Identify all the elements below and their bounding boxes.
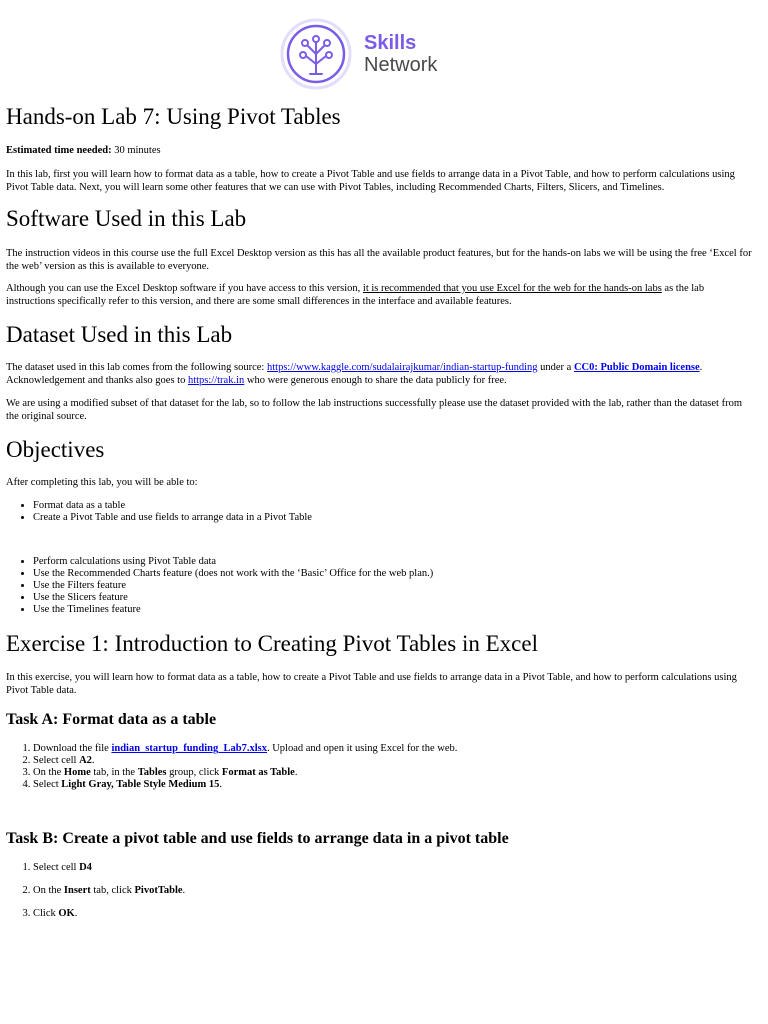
intro-paragraph: In this lab, first you will learn how to format data as a table, how to create a Pivot Table and use fields to arrange data in a Pivot Table, and how to perform calculations using Pivot Table data. Next, you will learn some other features that we can use with Pivot Tables, including Recommended Charts, Filters, Slicers, and Timelines. <box>6 169 735 193</box>
step-text: Click <box>33 908 59 919</box>
step-text: On the <box>33 885 64 896</box>
step-text: Select <box>33 779 62 790</box>
kaggle-link[interactable]: https://www.kaggle.com/sudalairajkumar/indian-startup-funding <box>266 362 538 373</box>
list-item: • Use the Timelines feature <box>33 604 768 616</box>
step-text: . <box>91 755 95 766</box>
list-item: • Use the Filters feature <box>33 580 768 592</box>
time-value: 30 minutes <box>114 145 161 156</box>
taskB-steps <box>6 862 768 920</box>
step-bold: Home <box>63 767 91 778</box>
estimated-time <box>6 145 754 158</box>
step-text: tab, in the <box>90 767 138 778</box>
step-text: . <box>74 908 78 919</box>
tree-logo-icon <box>280 18 352 90</box>
step-text: Download the file <box>33 743 112 754</box>
trak-link[interactable]: https://trak.in <box>187 374 245 386</box>
step-bold: A2 <box>79 755 92 766</box>
page-title: Hands-on Lab 7: Using Pivot Tables <box>6 104 341 129</box>
step-text: . <box>182 885 186 896</box>
list-item: • Use the Slicers feature <box>33 592 768 604</box>
download-file-link[interactable] <box>111 743 267 754</box>
taskB-heading: Task B: Create a pivot table and use fields to arrange data in a pivot table <box>6 830 509 847</box>
taskA-step-1 <box>33 743 768 755</box>
taskA-heading: Task A: Format data as a table <box>6 711 217 728</box>
software-p2-text: Although you can use the Excel Desktop software if you have access to this version, <box>6 283 363 294</box>
taskB-step-3 <box>33 908 768 920</box>
exercise1-intro: In this exercise, you will learn how to format data as a table, how to create a Pivot Table and use fields to arrange data in a Pivot Table, and how to perform calculations using Pivot Table data. <box>6 672 737 696</box>
step-text: . <box>294 767 298 778</box>
step-text: . <box>219 779 223 790</box>
step-text: group, click <box>166 767 222 778</box>
objectives-list-1 <box>6 500 768 524</box>
license-link[interactable] <box>574 362 700 373</box>
step-text: . Upload and open it using Excel for the web. <box>266 743 458 754</box>
objectives-intro: After completing this lab, you will be able to: <box>6 477 198 488</box>
exercise1-heading: Exercise 1: Introduction to Creating Pivot Tables in Excel <box>6 631 538 656</box>
step-bold: Tables <box>137 767 167 778</box>
software-recommendation: it is recommended that you use Excel for the web for the hands-on labs <box>362 283 662 294</box>
skills-network-logo <box>280 18 437 90</box>
taskA-step-4 <box>33 779 768 791</box>
dataset-p1-under: under a <box>537 362 574 373</box>
logo-text-skills: Skills <box>364 32 417 54</box>
step-bold: Insert <box>63 885 91 896</box>
objectives-list-2 <box>6 556 768 616</box>
license-link-text: CC0: Public Domain license <box>573 362 700 373</box>
taskA-step-2 <box>33 755 768 767</box>
step-bold: Light Gray, Table Style Medium 15 <box>61 779 220 790</box>
download-file-link-text: indian_startup_funding_Lab7.xlsx <box>111 743 267 754</box>
time-label: Estimated time needed: <box>6 145 112 156</box>
list-item: • Use the Recommended Charts feature (does not work with the ‘Basic’ Office for the web plan.) <box>33 568 768 580</box>
objectives-heading: Objectives <box>6 437 105 462</box>
list-item: • Format data as a table <box>33 500 768 512</box>
step-bold: PivotTable <box>134 885 183 896</box>
taskB-step-2 <box>33 885 768 897</box>
dataset-p1-text: The dataset used in this lab comes from the following source: <box>6 362 267 373</box>
software-paragraph-1: The instruction videos in this course use the full Excel Desktop version as this has all the available product features, but for the hands-on labs we will be using the free ‘Excel for the web’ version as this is available to everyone. <box>6 248 752 272</box>
step-bold: D4 <box>79 862 92 873</box>
logo-text-network: Network <box>364 54 438 76</box>
taskB-step-1 <box>33 862 768 874</box>
step-text: Select cell <box>33 862 80 873</box>
step-text: On the <box>33 767 64 778</box>
step-bold: OK <box>58 908 75 919</box>
dataset-paragraph-2: We are using a modified subset of that dataset for the lab, so to follow the lab instructions successfully please use the dataset provided with the lab, rather than the dataset from the original source. <box>6 398 742 422</box>
dataset-heading: Dataset Used in this Lab <box>6 322 233 347</box>
dataset-p1-end: who were generous enough to share the data publicly for free. <box>244 374 507 386</box>
taskA-step-3 <box>33 767 768 779</box>
taskA-steps <box>6 743 768 791</box>
list-item: • Create a Pivot Table and use fields to arrange data in a Pivot Table <box>33 512 768 524</box>
step-text: Select cell <box>33 755 80 766</box>
dataset-paragraph-1 <box>6 362 754 387</box>
step-text: tab, click <box>90 885 135 896</box>
software-heading: Software Used in this Lab <box>6 206 247 231</box>
list-item: • Perform calculations using Pivot Table data <box>33 556 768 568</box>
dataset-p1-ack: . Acknowledgement and thanks also goes to <box>6 362 703 386</box>
software-paragraph-2 <box>6 283 754 308</box>
step-bold: Format as Table <box>221 767 295 778</box>
software-p2-text-end: as the lab instructions specifically refer to this version, and there are some small differences in the interface and available features. <box>6 283 705 307</box>
